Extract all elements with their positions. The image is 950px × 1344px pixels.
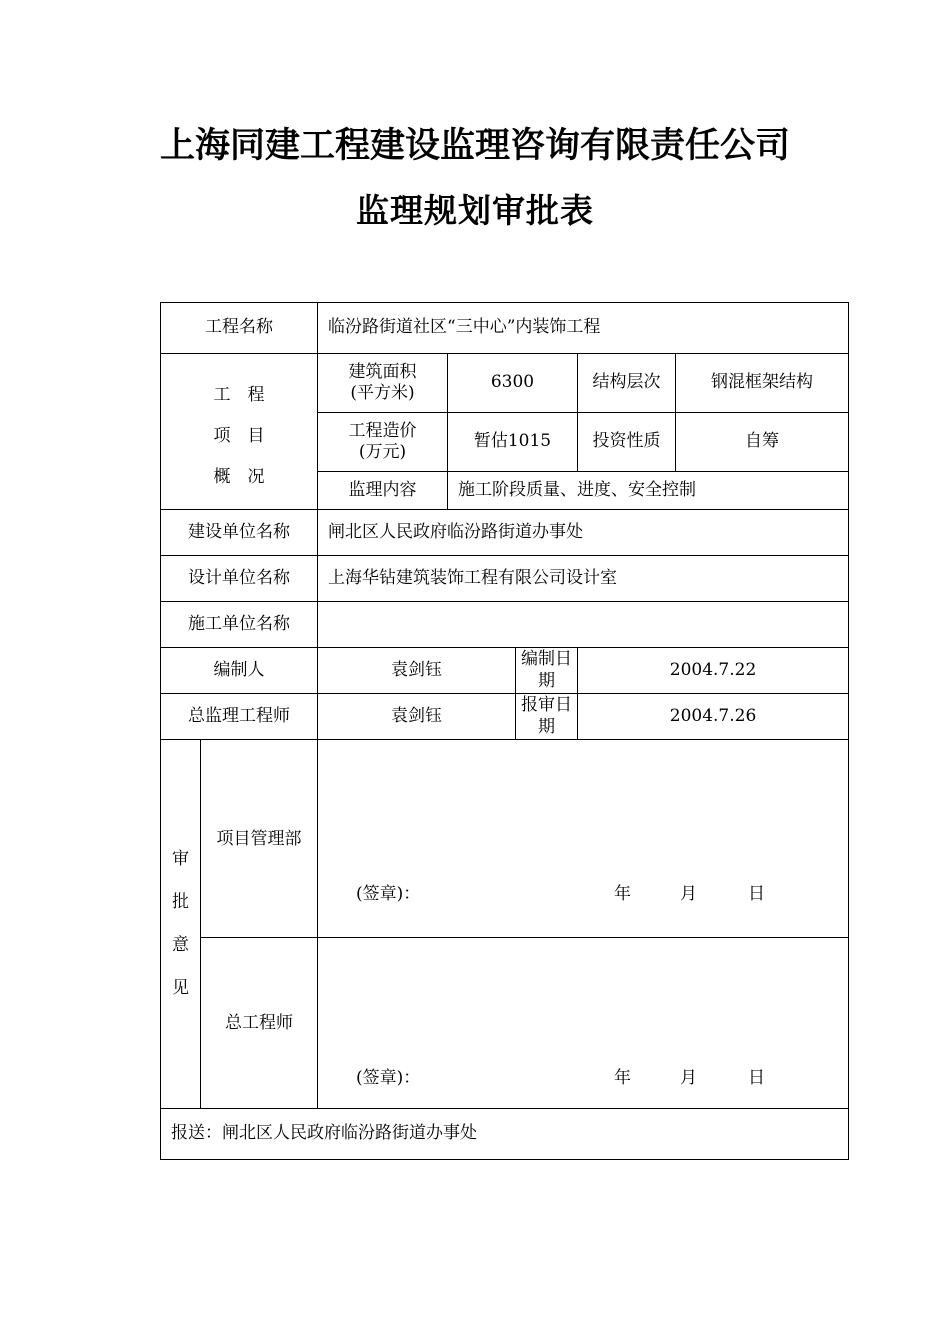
approval-char-1: 审 [172, 848, 189, 869]
chief-day: 日 [748, 1068, 765, 1088]
chief-seal-label: (签章)： [356, 1068, 421, 1088]
approval-char-3: 意 [172, 935, 189, 955]
area-label [318, 354, 448, 413]
area-label-line-1: 建筑面积 [348, 361, 417, 382]
chief-month: 月 [680, 1068, 697, 1088]
construction-unit-value [318, 602, 849, 648]
dept-label: 项目管理部 [216, 829, 302, 849]
author-value: 袁剑钰 [318, 648, 516, 694]
chief-supervisor-value: 袁剑钰 [318, 694, 516, 740]
owner-unit-label: 建设单位名称 [161, 510, 318, 556]
approval-form-table [160, 302, 849, 1160]
structure-label: 结构层次 [578, 354, 676, 413]
owner-unit-value: 闸北区人民政府临汾路街道办事处 [318, 510, 849, 556]
prep-date-value: 2004.7.22 [578, 648, 849, 694]
cost-label-line-1: 工程造价 [348, 420, 417, 441]
overview-line-3: 概 况 [213, 467, 265, 488]
overview-line-1: 工 程 [213, 384, 265, 405]
approval-section-label [161, 740, 201, 1109]
area-label-line-2: (平方米) [350, 383, 415, 403]
chief-year: 年 [614, 1068, 631, 1088]
chief-supervisor-label: 总监理工程师 [161, 694, 318, 740]
design-unit-label: 设计单位名称 [161, 556, 318, 602]
dept-year: 年 [614, 884, 631, 904]
dept-opinion-cell[interactable] [318, 740, 849, 938]
chief-engineer-opinion-cell[interactable] [318, 938, 849, 1109]
send-to: 报送：闸北区人民政府临汾路街道办事处 [161, 1109, 849, 1160]
project-name-label: 工程名称 [161, 303, 318, 354]
company-title: 上海同建工程建设监理咨询有限责任公司 [159, 126, 790, 166]
structure-value: 钢混框架结构 [676, 354, 849, 413]
submit-date-label: 报审日期 [516, 694, 578, 740]
cost-value: 暂估1015 [448, 413, 578, 472]
cost-label [318, 413, 448, 472]
investment-value: 自筹 [676, 413, 849, 472]
supervision-value: 施工阶段质量、进度、安全控制 [448, 472, 849, 510]
dept-month: 月 [680, 884, 697, 904]
overview-line-2: 项 目 [213, 425, 265, 446]
author-label: 编制人 [161, 648, 318, 694]
dept-seal-label: (签章)： [356, 884, 421, 904]
design-unit-value: 上海华钻建筑装饰工程有限公司设计室 [318, 556, 849, 602]
approval-char-2: 批 [172, 891, 189, 912]
chief-engineer-label: 总工程师 [225, 1013, 293, 1033]
dept-day: 日 [748, 884, 765, 904]
cost-label-line-2: (万元) [358, 442, 407, 462]
dept-label-cell [201, 740, 318, 938]
approval-char-4: 见 [172, 978, 189, 999]
form-title: 监理规划审批表 [356, 191, 594, 230]
chief-engineer-label-cell [201, 938, 318, 1109]
project-name-value: 临汾路街道社区“三中心”内装饰工程 [318, 303, 849, 354]
prep-date-label: 编制日期 [516, 648, 578, 694]
submit-date-value: 2004.7.26 [578, 694, 849, 740]
construction-unit-label: 施工单位名称 [161, 602, 318, 648]
project-overview-label [161, 354, 318, 510]
area-value: 6300 [448, 354, 578, 413]
supervision-label: 监理内容 [318, 472, 448, 510]
investment-label: 投资性质 [578, 413, 676, 472]
